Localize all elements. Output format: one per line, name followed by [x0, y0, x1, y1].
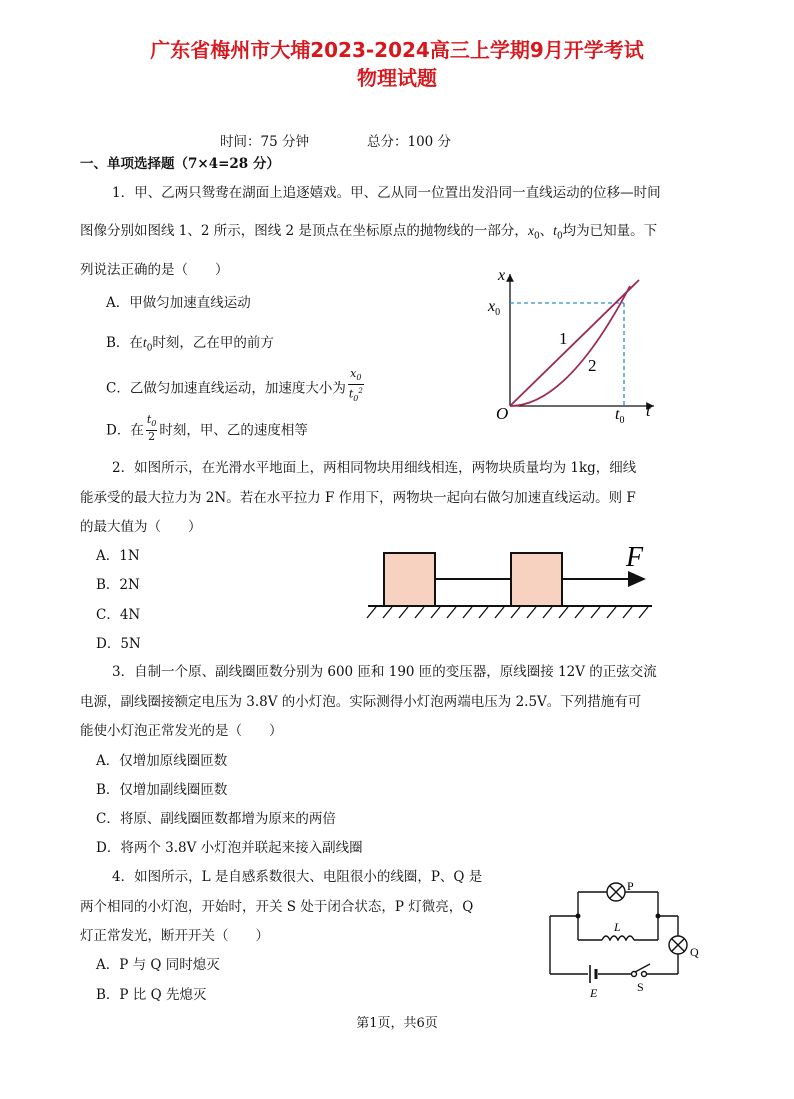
lamp-p-icon [607, 883, 625, 901]
lamp-q-icon [669, 936, 687, 954]
fraction-t0-over-2: $\frac{t_0}{2}$ [146, 413, 157, 444]
t0-label: $t_0$ [615, 406, 625, 426]
junction-left [576, 914, 581, 919]
block-right [511, 553, 562, 606]
q1-xt-graph [484, 264, 664, 426]
switch-label: S [637, 980, 644, 994]
document-title: 广东省梅州市大埔2023-2024高三上学期9月开学考试 [150, 38, 644, 62]
hatch-mark [543, 607, 552, 618]
q2-text-line1: 2．如图所示，在光滑水平地面上，两相同物块用细线相连，两物块质量均为 1kg，细线 [112, 460, 637, 476]
axis-label-t: t [646, 403, 651, 420]
score-info: 总分：100 分 [367, 134, 452, 150]
hatch-mark [431, 607, 440, 618]
hatch-mark [511, 607, 520, 618]
q4-text-line2: 两个相同的小灯泡，开始时，开关 S 处于闭合状态，P 灯微亮，Q [80, 899, 474, 915]
q2-blocks-diagram [362, 538, 658, 622]
fraction-x0-over-t0-squared: $\frac{x_0}{t_0^2}$ [348, 367, 363, 404]
origin-label: O [496, 404, 509, 423]
q2-text-line2: 能承受的最大拉力为 2N。若在水平拉力 F 作用下，两物块一起向右做匀加速直线运动。则 F [80, 490, 636, 506]
hatch-mark [383, 607, 392, 618]
hatch-mark [415, 607, 424, 618]
q3-option-d: D．将两个 3.8V 小灯泡并联起来接入副线圈 [96, 840, 363, 856]
q2-option-c: C．4N [96, 607, 141, 623]
q1-text-line1: 1．甲、乙两只鸳鸯在湖面上追逐嬉戏。甲、乙从同一位置出发沿同一直线运动的位移—时间 [112, 185, 661, 201]
hatch-mark [447, 607, 456, 618]
document-subtitle: 物理试题 [357, 66, 437, 90]
junction-right [656, 914, 661, 919]
q1-text-line2: 图像分别如图线 1、2 所示，图线 2 是顶点在坐标原点的抛物线的一部分，$x_0$、$t_0$均为已知量。下 [80, 223, 658, 242]
x0-label: $x_0$ [488, 298, 501, 318]
q3-option-b: B．仅增加副线圈匝数 [96, 782, 228, 798]
q3-option-c: C．将原、副线圈匝数都增为原来的两倍 [96, 811, 336, 827]
section-heading: 一、单项选择题（7×4=28 分） [80, 156, 280, 172]
hatch-mark [527, 607, 536, 618]
hatch-mark [367, 607, 376, 618]
q4-option-b: B．P 比 Q 先熄灭 [96, 987, 207, 1003]
time-info: 时间：75 分钟 [220, 134, 309, 150]
ground-hatching [367, 607, 648, 618]
hatch-mark [591, 607, 600, 618]
hatch-mark [607, 607, 616, 618]
q1-option-a: A．甲做匀加速直线运动 [106, 295, 251, 311]
curve-1-label: 1 [559, 329, 568, 348]
hatch-mark [479, 607, 488, 618]
lamp-q-label: Q [690, 945, 699, 959]
q3-text-line1: 3．自制一个原、副线圈匝数分别为 600 匝和 190 匝的变压器，原线圈接 12V 的正弦交流 [112, 664, 657, 680]
hatch-mark [623, 607, 632, 618]
q2-option-d: D．5N [96, 636, 141, 652]
inductor-label: L [614, 920, 621, 934]
q4-circuit-diagram [540, 870, 710, 1002]
q2-option-a: A．1N [96, 548, 140, 564]
q1-option-b: B．在$t_0$时刻，乙在甲的前方 [106, 335, 274, 354]
hatch-mark [399, 607, 408, 618]
q4-text-line1: 4．如图所示，L 是自感系数很大、电阻很小的线圈，P、Q 是 [112, 869, 483, 885]
curve-2-label: 2 [588, 356, 597, 375]
hatch-mark [575, 607, 584, 618]
q3-option-a: A．仅增加原线圈匝数 [96, 753, 228, 769]
force-label: F [626, 542, 644, 573]
lamp-p-label: P [627, 879, 634, 893]
q1-option-d: D．在 $\frac{t_0}{2}$ 时刻，甲、乙的速度相等 [106, 413, 308, 444]
hatch-mark [463, 607, 472, 618]
page-number: 第1页，共6页 [356, 1016, 438, 1031]
q4-option-a: A．P 与 Q 同时熄灭 [96, 957, 220, 973]
q1-text-line3: 列说法正确的是（ ） [80, 262, 229, 278]
hatch-mark [559, 607, 568, 618]
q2-option-b: B．2N [96, 577, 140, 593]
axis-label-x: x [498, 267, 506, 284]
q3-text-line2: 电源，副线圈接额定电压为 3.8V 的小灯泡。实际测得小灯泡两端电压为 2.5V。下列措施有可 [80, 694, 642, 710]
battery-label: E [590, 986, 598, 1000]
q1-option-c: C．乙做匀加速直线运动，加速度大小为 $\frac{x_0}{t_0^2}$ [106, 367, 363, 404]
hatch-mark [495, 607, 504, 618]
q2-text-line3: 的最大值为（ ） [80, 519, 202, 535]
battery-icon [590, 965, 596, 983]
curve-1-line [510, 280, 639, 406]
hatch-mark [639, 607, 648, 618]
block-left [384, 553, 435, 606]
q4-text-line3: 灯正常发光，断开开关（ ） [80, 928, 269, 944]
q3-text-line3: 能使小灯泡正常发光的是（ ） [80, 723, 283, 739]
